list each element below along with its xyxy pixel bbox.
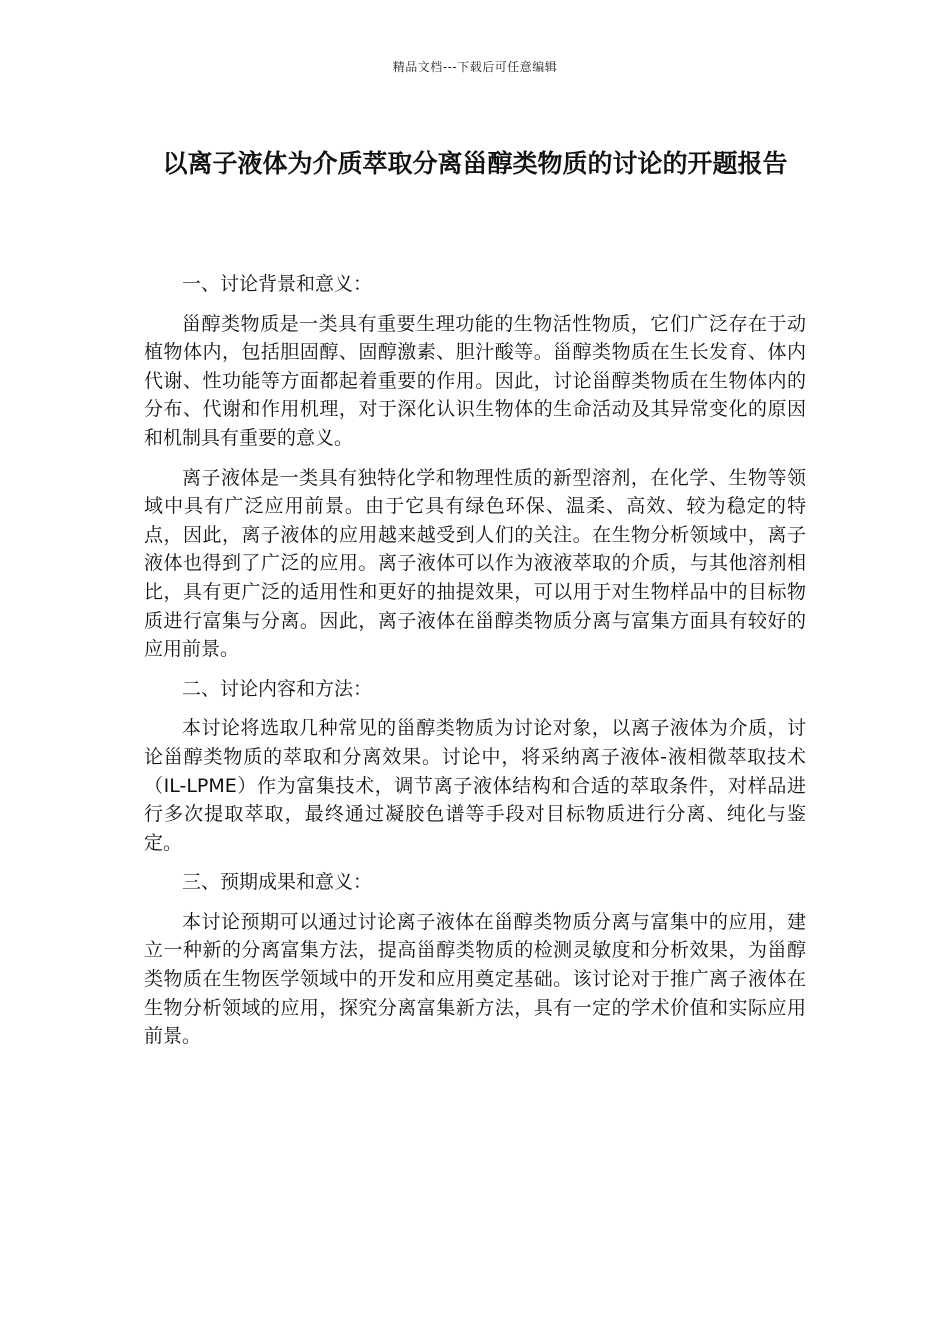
- section-heading-background: 一、讨论背景和意义：: [182, 273, 373, 295]
- document-title: 以离子液体为介质萃取分离甾醇类物质的讨论的开题报告: [162, 149, 788, 178]
- document-body: [144, 270, 806, 1062]
- paragraph-outcomes: 本讨论预期可以通过讨论离子液体在甾醇类物质分离与富集中的应用，建立一种新的分离富集方法，提高甾醇类物质的检测灵敏度和分析效果，为甾醇类物质在生物医学领域中的开发和应用奠定基础。该讨论对于推广离子液体在生物分析领域的应用，探究分离富集新方法，具有一定的学术价值和实际应用前景。: [144, 910, 806, 1048]
- section-heading-methods: 二、讨论内容和方法：: [182, 677, 373, 700]
- header-note: 精品文档---下载后可任意编辑: [392, 60, 558, 74]
- paragraph-ionic-liquids: 离子液体是一类具有独特化学和物理性质的新型溶剂，在化学、生物等领域中具有广泛应用前景。由于它具有绿色环保、温柔、高效、较为稳定的特点，因此，离子液体的应用越来越受到人们的关注。在生物分析领域中，离子液体也得到了广泛的应用。离子液体可以作为液液萃取的介质，与其他溶剂相比，具有更广泛的适用性和更好的抽提效果，可以用于对生物样品中的目标物质进行富集与分离。因此，离子液体在甾醇类物质分离与富集方面具有较好的应用前景。: [144, 466, 806, 661]
- section-heading-outcomes: 三、预期成果和意义：: [182, 871, 373, 894]
- paragraph-methods: 本讨论将选取几种常见的甾醇类物质为讨论对象，以离子液体为介质，讨论甾醇类物质的萃取和分离效果。讨论中，将采纳离子液体-液相微萃取技术（IL-LPME）作为富集技术，调节离子液体结构和合适的萃取条件，对样品进行多次提取萃取，最终通过凝胶色谱等手段对目标物质进行分离、纯化与鉴定。: [144, 717, 806, 854]
- paragraph-sterols: 甾醇类物质是一类具有重要生理功能的生物活性物质，它们广泛存在于动植物体内，包括胆固醇、固醇激素、胆汁酸等。甾醇类物质在生长发育、体内代谢、性功能等方面都起着重要的作用。因此，讨论甾醇类物质在生物体内的分布、代谢和作用机理，对于深化认识生物体的生命活动及其异常变化的原因和机制具有重要的意义。: [144, 312, 806, 449]
